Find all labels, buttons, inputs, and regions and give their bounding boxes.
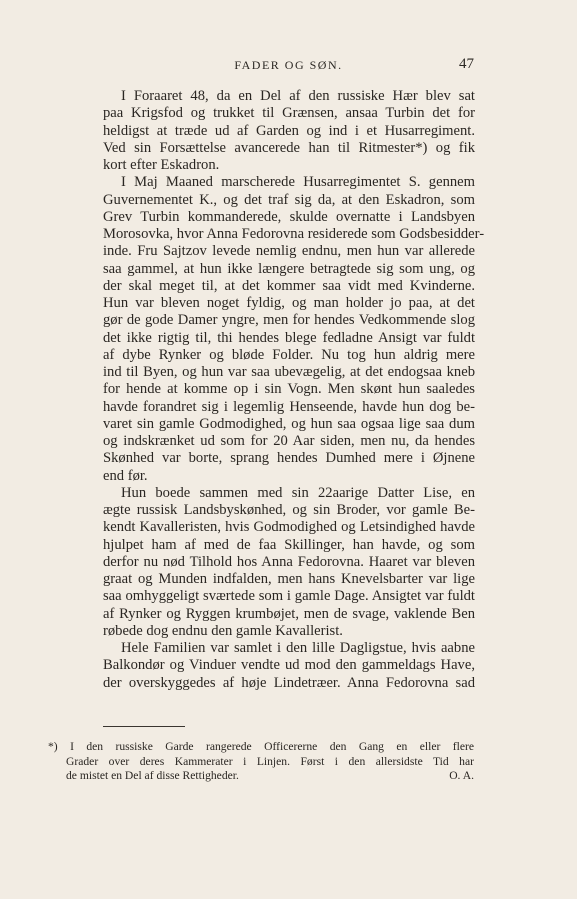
footnote — [48, 740, 474, 784]
text-line: I Foraaret 48, da en Del af den russiske Hær blev sat — [121, 88, 475, 104]
page-number: 47 — [459, 56, 474, 72]
text-line: kort efter Eskadron. — [103, 157, 220, 173]
text-line: havde forandret sig i legemlig Henseende, havde hun dog be- — [103, 398, 475, 415]
text-line: Morosovka, hvor Anna Fedorovna residerede som Godsbesidder- — [103, 226, 485, 242]
text-line: derfor nu nød Tilhold hos Anna Fedorovna. Haaret var bleven — [103, 553, 475, 570]
text-line: Hele Familien var samlet i den lille Dagligstue, hvis aabne — [121, 640, 475, 656]
text-line: Balkondør og Vinduer vendte ud mod den gammeldags Have, — [103, 657, 475, 674]
footnote-line: Grader over deres Kammerater i Linjen. Først i den allersidste Tid har — [66, 754, 474, 768]
text-line: Hun boede sammen med sin 22aarige Datter Lise, en — [121, 484, 475, 501]
text-line: det ikke rigtig til, thi hendes blege fedladne Ansigt var fuldt — [103, 329, 475, 346]
footnote-line: de mistet en Del af disse Rettigheder. — [66, 769, 239, 782]
text-line: for hende at komme op i sin Vogn. Men skønt hun saaledes — [103, 381, 475, 398]
footnote-last-line — [48, 769, 474, 784]
text-line: røbede dog endnu den gamle Kavallerist. — [103, 622, 343, 639]
text-line: af dybe Rynker og bløde Folder. Nu tog hun aldrig mere — [103, 346, 475, 363]
running-title: FADER OG SØN. — [234, 58, 343, 72]
text-line: Ved sin Forsættelse avancerede han til Ritmester*) og fik — [103, 139, 475, 156]
page-header — [0, 56, 577, 76]
text-line: og indskrænket ud som for 20 Aar siden, men nu, da hendes — [103, 433, 475, 449]
text-line: paa Krigsfod og trukket til Grænsen, ansaa Turbin det for — [103, 105, 475, 122]
text-line: Skønhed var borte, sprang hendes Dumhed mere i Øjnene — [103, 450, 475, 467]
footnote-signature: O. A. — [449, 769, 474, 782]
body-text — [103, 88, 485, 692]
text-line: heldigst at træde ud af Garden og ind i et Husarregiment. — [103, 122, 475, 139]
text-line: graat og Munden indfalden, men hans Knevelsbarter var lige — [103, 571, 475, 587]
text-line: hjulpet ham af med de faa Skillinger, han havde, og som — [103, 536, 475, 553]
text-line: Guvernementet K., og det traf sig da, at den Eskadron, som — [103, 191, 475, 208]
footnote-rule — [103, 726, 185, 727]
text-line: end før. — [103, 467, 148, 484]
text-line: varet sin gamle Godmodighed, og hun saa ogsaa lige saa dum — [103, 415, 475, 432]
text-line: inde. Fru Sajtzov levede nemlig endnu, men hun var allerede — [103, 243, 475, 260]
text-line: af Rynker og Ryggen krumbøjet, men de svage, vaklende Ben — [103, 605, 475, 622]
text-line: ind til Byen, og hun var saa ubevægelig, at det endogsaa kneb — [103, 364, 475, 380]
text-line: Hun var bleven noget fyldig, og man holder jo paa, at det — [103, 295, 475, 311]
footnote-line: *) I den russiske Garde rangerede Officererne den Gang en eller flere — [48, 740, 474, 753]
text-line: I Maj Maaned marscherede Husarregimentet S. gennem — [121, 174, 475, 191]
text-line: kendt Kavalleristen, hvis Godmodighed og Letsindighed havde — [103, 519, 475, 536]
text-line: gør de gode Damer yngre, men for hendes Vedkommende slog — [103, 312, 475, 329]
text-line: Grev Turbin kommanderede, skulde overnatte i Landsbyen — [103, 208, 475, 225]
text-line: saa gammel, at hun ikke længere betragtede sig som ung, og — [103, 260, 475, 277]
text-line: saa omhyggeligt sværtede som i gamle Dage. Ansigtet var fuldt — [103, 588, 475, 605]
text-line: ægte russisk Landsbyskønhed, og sin Broder, vor gamle Be- — [103, 502, 475, 518]
text-line: der skal meget til, at det kommer saa vidt med Kvinderne. — [103, 277, 475, 294]
text-line: der overskyggedes af høje Lindetræer. Anna Fedorovna sad — [103, 674, 475, 691]
